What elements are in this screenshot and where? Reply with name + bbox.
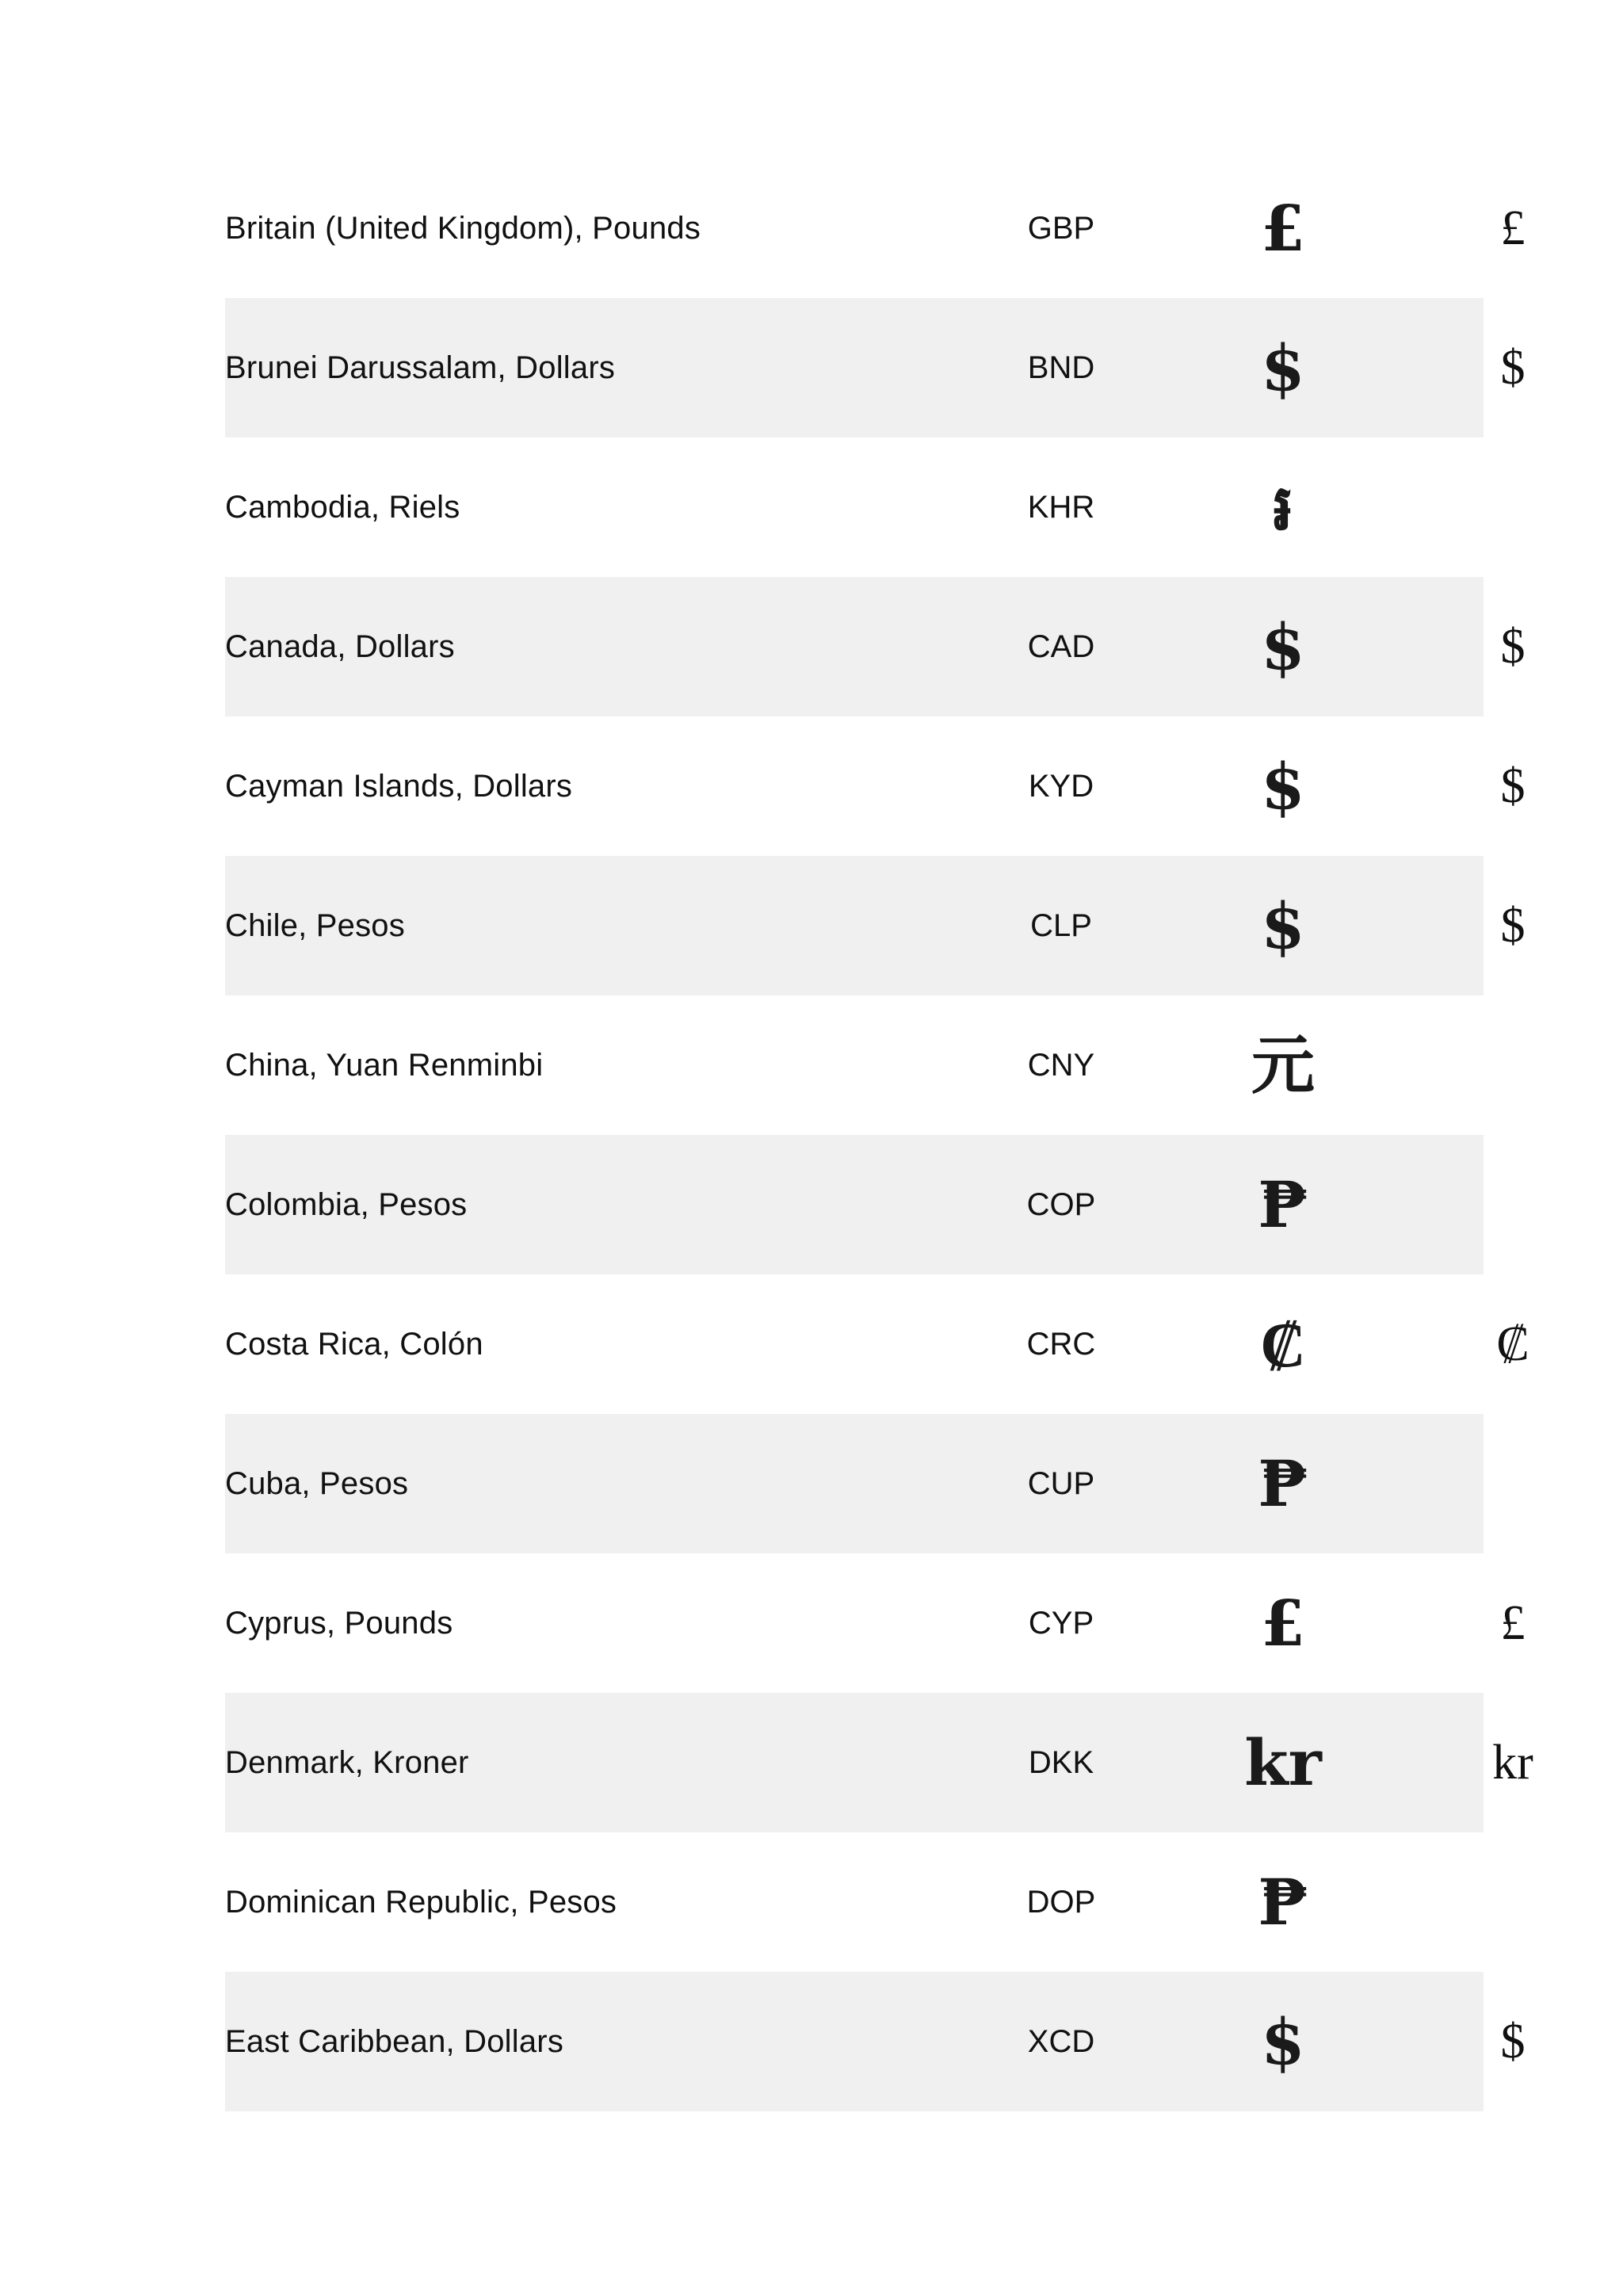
currency-code: CRC [1026, 1326, 1096, 1362]
currency-symbol: $ [1500, 899, 1526, 953]
country-name: Chile, Pesos [225, 907, 405, 943]
country-name: Cambodia, Riels [225, 489, 460, 525]
currency-glyph-image: ₱ [1258, 1446, 1308, 1521]
currency-glyph-image: ₱ [1258, 1865, 1308, 1939]
currency-code: KYD [1028, 768, 1094, 804]
currency-table [225, 159, 1533, 2111]
table-row [225, 1135, 1484, 1274]
currency-glyph-image: ₱ [1258, 1167, 1308, 1242]
currency-glyph-image: £ [1261, 191, 1305, 266]
country-name: Costa Rica, Colón [225, 1326, 483, 1362]
currency-code: BND [1027, 350, 1095, 385]
currency-code: CUP [1027, 1465, 1095, 1501]
currency-symbol: $ [1500, 759, 1526, 813]
table-row [225, 437, 1484, 577]
country-name: Colombia, Pesos [225, 1186, 468, 1222]
country-name: China, Yuan Renminbi [225, 1047, 544, 1083]
currency-symbol [1438, 1832, 1588, 1972]
table-row [225, 1553, 1526, 1693]
currency-symbol [1438, 1135, 1588, 1274]
currency-symbol [1438, 437, 1588, 577]
country-name: Britain (United Kingdom), Pounds [225, 210, 701, 246]
country-name: Cyprus, Pounds [225, 1605, 453, 1641]
currency-symbol: $ [1500, 341, 1526, 395]
table-row [225, 1832, 1484, 1972]
currency-glyph-image: $ [1261, 330, 1305, 405]
currency-symbol: ₡ [1496, 1317, 1529, 1371]
table-row [225, 1274, 1529, 1414]
currency-glyph-image: 元 [1251, 1028, 1315, 1102]
table-row [225, 159, 1526, 298]
country-name: Canada, Dollars [225, 628, 455, 664]
table-row [225, 1972, 1526, 2111]
table-row [225, 1414, 1484, 1553]
table-row [225, 298, 1526, 437]
currency-symbol [1438, 1414, 1588, 1553]
currency-glyph-image: ₡ [1260, 1307, 1306, 1381]
country-name: Brunei Darussalam, Dollars [225, 350, 616, 385]
currency-code: CYP [1028, 1605, 1094, 1641]
country-name: Cayman Islands, Dollars [225, 768, 573, 804]
table-row [225, 995, 1484, 1135]
currency-symbol: kr [1492, 1736, 1533, 1790]
currency-code: CNY [1027, 1047, 1095, 1083]
currency-code: DKK [1028, 1744, 1094, 1780]
currency-glyph-image: $ [1261, 888, 1305, 963]
currency-code: KHR [1027, 489, 1095, 525]
table-row [225, 716, 1526, 856]
currency-code: COP [1026, 1186, 1096, 1222]
currency-symbol: £ [1500, 201, 1526, 255]
currency-symbol: $ [1500, 620, 1526, 674]
currency-glyph-image: £ [1261, 1586, 1305, 1660]
currency-code: GBP [1027, 210, 1095, 246]
currency-code: CAD [1027, 628, 1095, 664]
country-name: Denmark, Kroner [225, 1744, 469, 1780]
country-name: Dominican Republic, Pesos [225, 1884, 617, 1920]
currency-glyph-image: $ [1261, 2004, 1305, 2079]
table-row [225, 1693, 1533, 1832]
country-name: Cuba, Pesos [225, 1465, 409, 1501]
currency-symbol: £ [1500, 1596, 1526, 1650]
currency-code: CLP [1030, 907, 1092, 943]
table-row [225, 856, 1526, 995]
currency-symbol: $ [1500, 2015, 1526, 2069]
currency-glyph-image: $ [1261, 749, 1305, 823]
currency-glyph-image: kr [1244, 1725, 1322, 1800]
table-row [225, 577, 1526, 716]
currency-symbol [1438, 995, 1588, 1135]
currency-glyph-image: ៛ [1273, 470, 1293, 544]
currency-code: DOP [1026, 1884, 1096, 1920]
currency-glyph-image: $ [1261, 609, 1305, 684]
currency-code: XCD [1027, 2023, 1095, 2059]
country-name: East Caribbean, Dollars [225, 2023, 564, 2059]
